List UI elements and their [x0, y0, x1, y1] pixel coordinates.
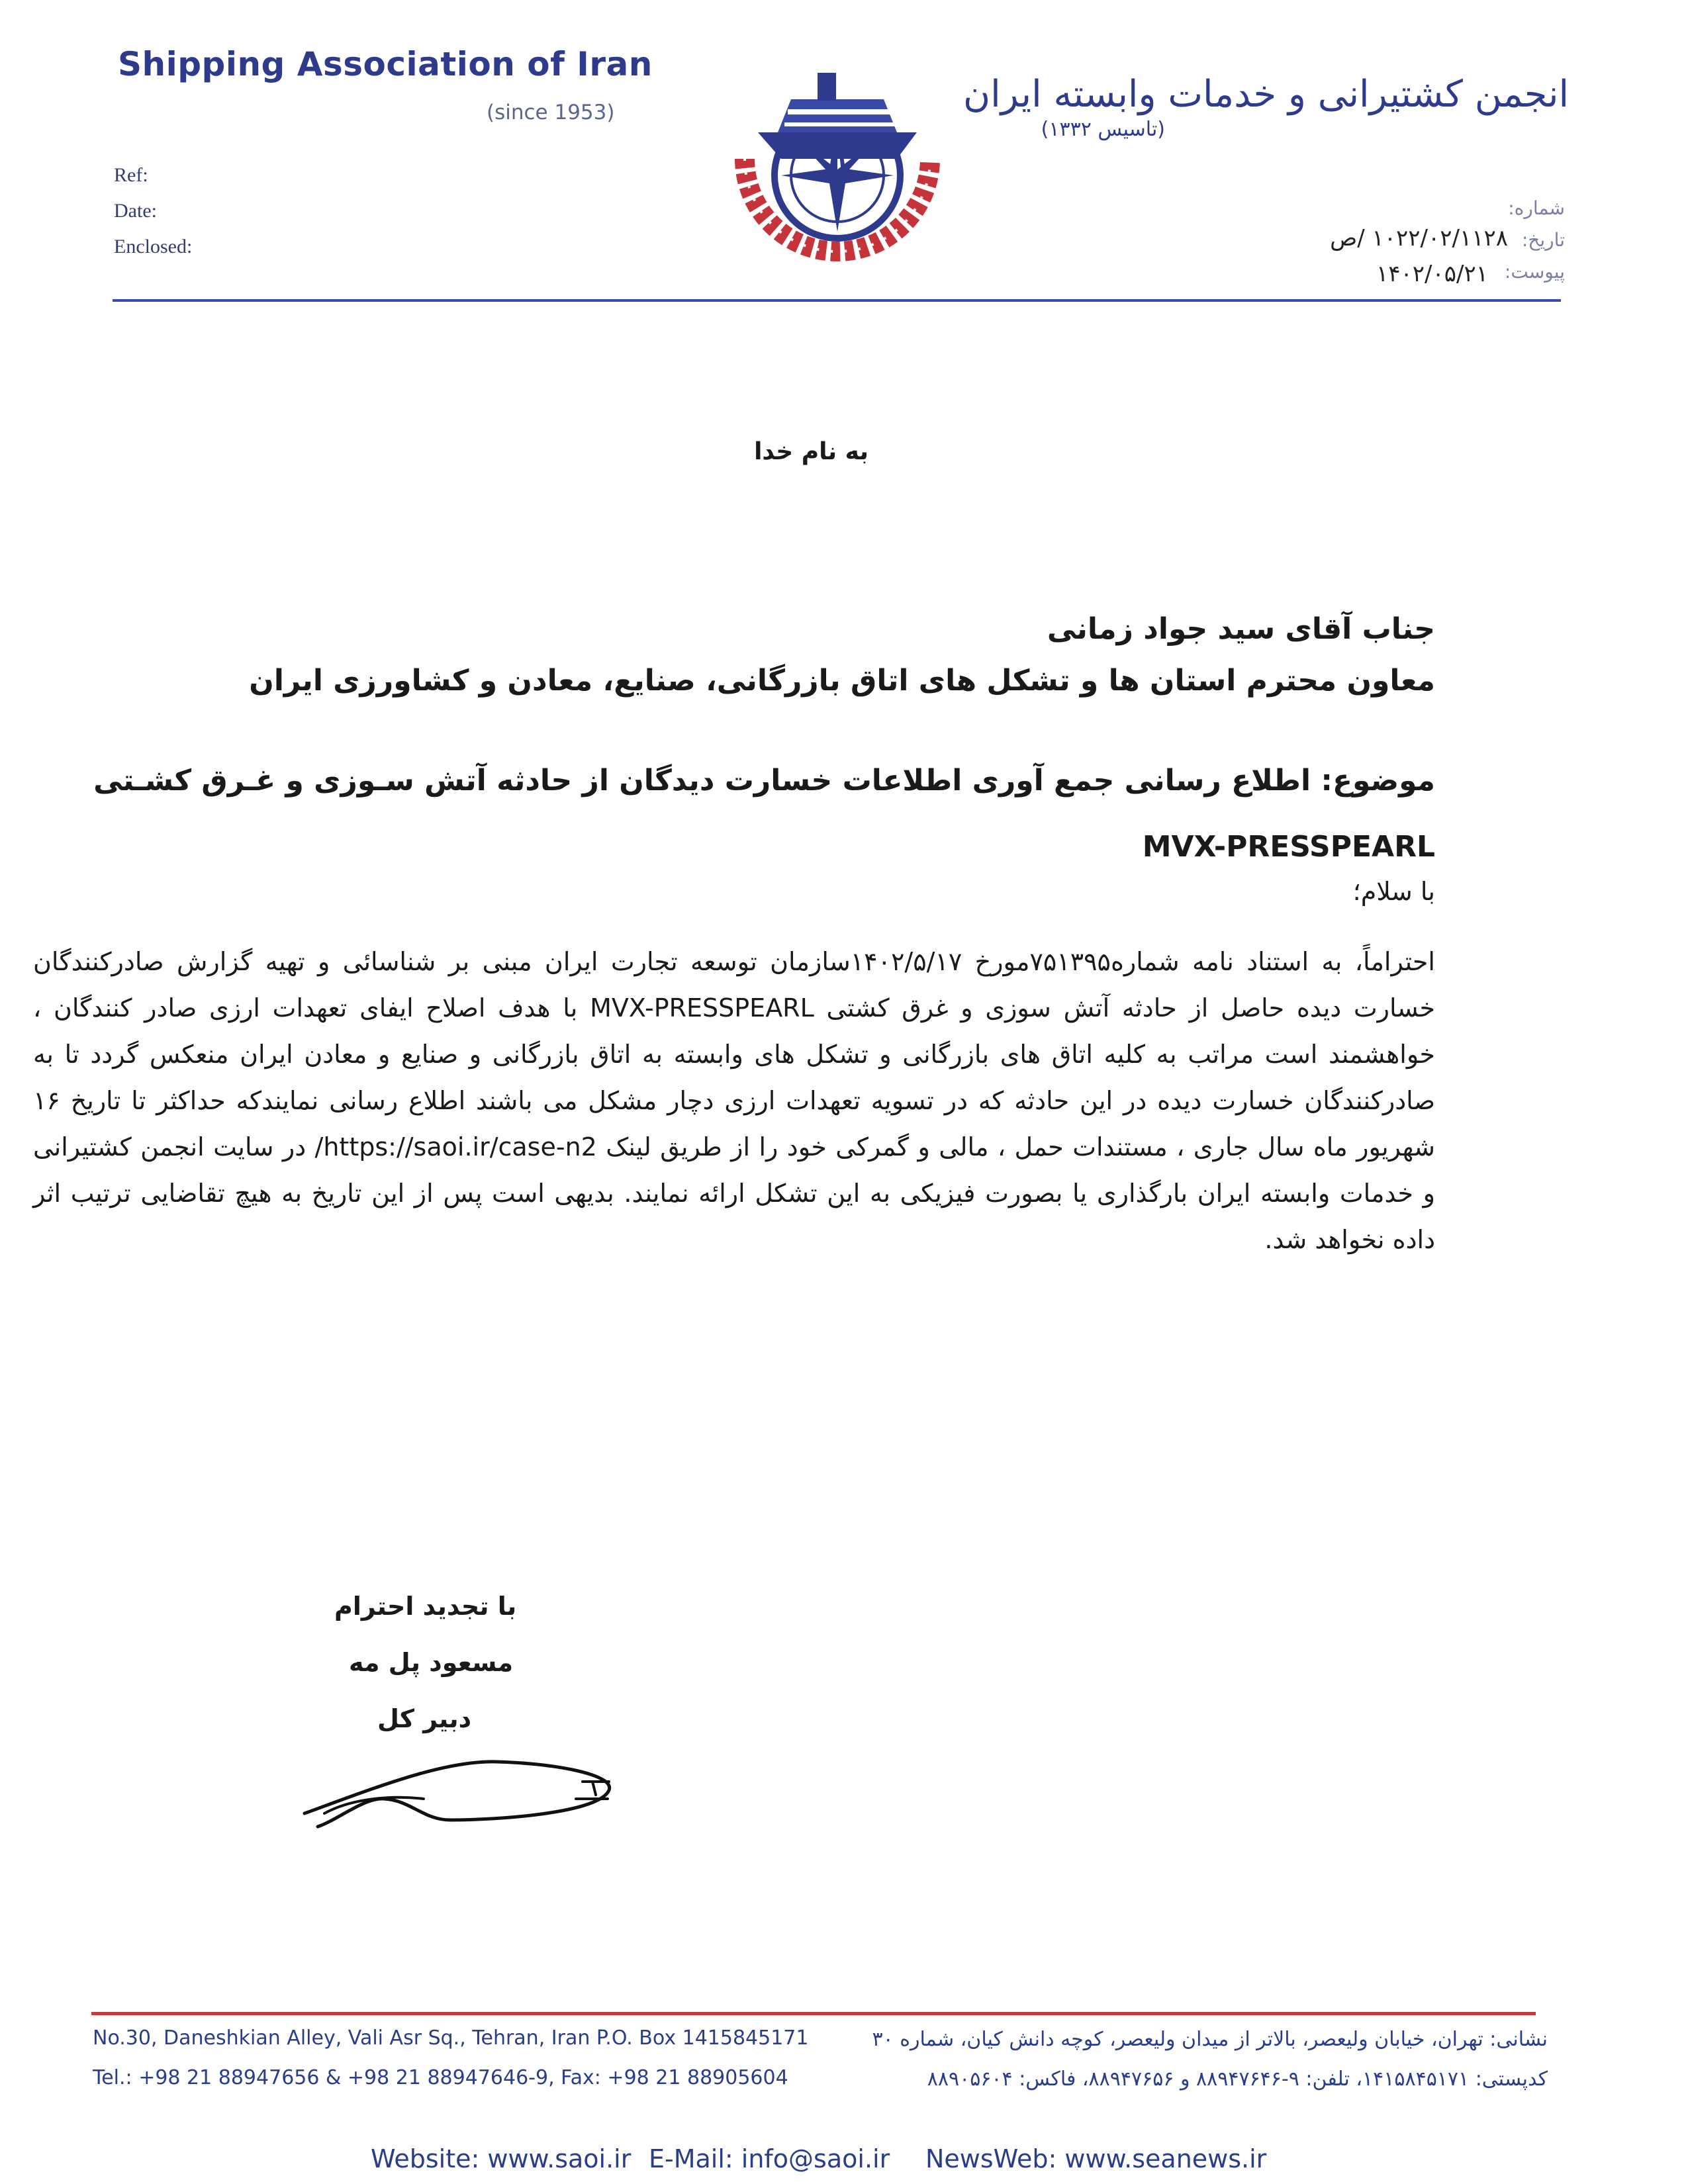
- ref-label: Ref:: [114, 164, 148, 186]
- phone-persian: کدپستی: ۱۴۱۵۸۴۵۱۷۱، تلفن: ۹-۸۸۹۴۷۶۴۶ و ۸۸۹۴۷۶۵۶، فاکس: ۸۸۹۰۵۶۰۴: [927, 2068, 1548, 2091]
- greeting: با سلام؛: [1352, 877, 1435, 906]
- date-label: Date:: [114, 200, 157, 222]
- website-link[interactable]: Website: www.saoi.ir: [371, 2144, 632, 2173]
- founded-year-persian: (تاسیس ۱۳۳۲): [1041, 118, 1165, 141]
- handwritten-signature: [298, 1721, 642, 1833]
- body-paragraph: احتراماً، به استناد نامه شماره۷۵۱۳۹۵مورخ ۱۴۰۲/۵/۱۷سازمان توسعه تجارت ایران مبنی بر شناسائی و تهیه گزارش صادرکنندگان خسارت دیده حاصل از حادثه آتش سوزی و غرق کشتی MVX-PRESSPEARL با هدف اصلاح ایفای تعهدات ارزی صادر کنندگان ، خواهشمند است مراتب به کلیه اتاق های بازرگانی و تشکل های وابسته به اتاق بازرگانی و صنایع و معادن ایران منعکس گردد تا به صادرکنندگان خسارت دیده در این حادثه که در تسویه تعهدات ارزی دچار مشکل می باشند اطلاع رسانی نمایندکه حداکثر تا تاریخ ۱۶ شهریور ماه سال جاری ، مستندات حمل ، مالی و گمرکی خود را از طریق لینک https://saoi.ir/case-n2/ در سایت انجمن کشتیرانی و خدمات وابسته ایران بارگذاری یا بصورت فیزیکی به این تشکل ارائه نمایند. بدیهی است پس از این تاریخ به هیچ تقاضایی ترتیب اثر داده نخواهد شد.: [33, 947, 1435, 1254]
- recipient-name: جناب آقای سید جواد زمانی: [1047, 612, 1435, 646]
- recipient-title: معاون محترم استان ها و تشکل های اتاق بازرگانی، صنایع، معادن و کشاورزی ایران: [249, 664, 1435, 698]
- org-name-english: Shipping Association of Iran: [118, 45, 653, 83]
- signatory-name: مسعود پل مه: [349, 1648, 514, 1677]
- footer-divider: [91, 2012, 1536, 2015]
- letter-date: ۱۴۰۲/۰۵/۲۱: [1376, 261, 1488, 287]
- founded-year-english: (since 1953): [487, 101, 615, 124]
- signatory-title: دبیر کل: [377, 1704, 472, 1733]
- subject-line: موضوع: اطلاع رسانی جمع آوری اطلاعات خسارت دیدگان از حادثه آتش سـوزی و غـرق کشـتی MVX-PRESSPEARL: [93, 764, 1435, 864]
- letter-number: ۱۰۲۲/۰۲/۱۱۲۸ /ص: [1330, 225, 1508, 251]
- number-label-persian: شماره:: [1508, 197, 1565, 219]
- newsweb-link[interactable]: NewsWeb: www.seanews.ir: [925, 2144, 1267, 2173]
- association-logo: [718, 60, 957, 271]
- enclosed-label: Enclosed:: [114, 236, 193, 257]
- date-label-persian: تاریخ:: [1521, 229, 1565, 251]
- phone-english: Tel.: +98 21 88947656 & +98 21 88947646-9, Fax: +98 21 88905604: [93, 2066, 788, 2089]
- enclosed-label-persian: پیوست:: [1504, 261, 1565, 283]
- address-persian: نشانی: تهران، خیابان ولیعصر، بالاتر از میدان ولیعصر، کوچه دانش کیان، شماره ۳۰: [872, 2028, 1548, 2051]
- address-english: No.30, Daneshkian Alley, Vali Asr Sq., Tehran, Iran P.O. Box 1415845171: [93, 2026, 809, 2050]
- header-divider: [113, 299, 1561, 302]
- org-name-persian: انجمن کشتیرانی و خدمات وابسته ایران: [962, 73, 1569, 116]
- email-link[interactable]: E-Mail: info@saoi.ir: [649, 2144, 890, 2173]
- basmala: به نام خدا: [754, 438, 868, 465]
- closing-phrase: با تجدید احترام: [334, 1592, 517, 1621]
